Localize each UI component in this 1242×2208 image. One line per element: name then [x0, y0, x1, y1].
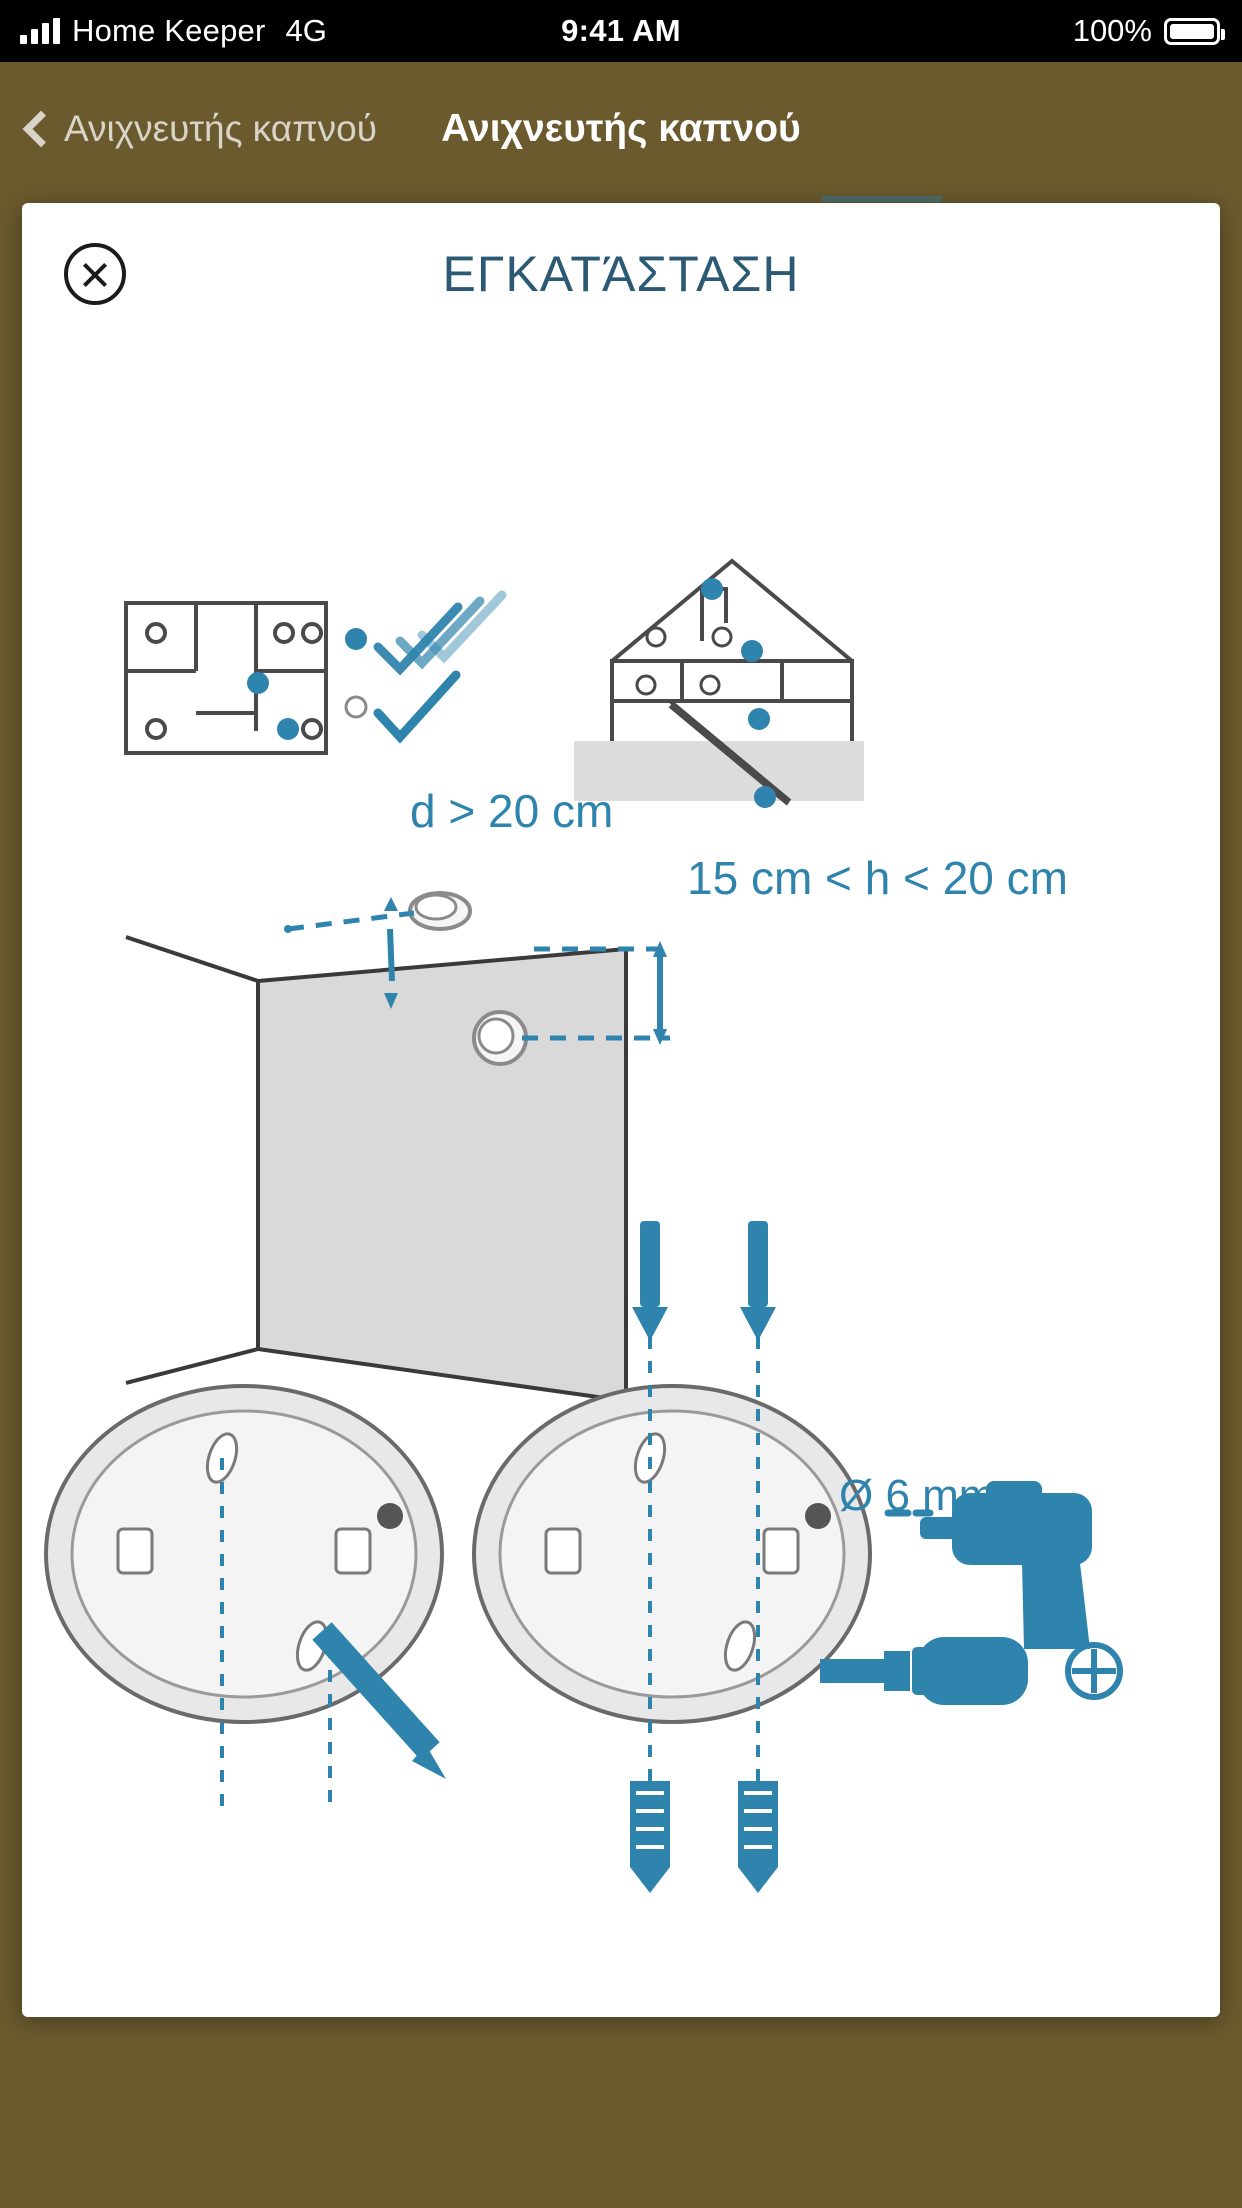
chevron-left-icon [23, 111, 60, 148]
detector-base-marking-icon [46, 1386, 446, 1807]
screwdriver-icon [820, 1637, 1028, 1705]
screw-icon [632, 1221, 776, 1341]
drill-diameter-label: Ø 6 mm [839, 1471, 996, 1520]
modal-body [22, 341, 1220, 2017]
network-type-label: 4G [285, 13, 327, 48]
installation-diagram [22, 341, 1220, 2017]
distance-label: d > 20 cm [410, 785, 614, 837]
battery-full-icon [1164, 18, 1220, 45]
modal-header [22, 203, 1220, 341]
status-bar [0, 0, 1242, 62]
back-button[interactable] [28, 108, 377, 150]
ceiling-detector [410, 893, 470, 929]
status-bar-right [1073, 13, 1220, 49]
wall-plug-icon [630, 1781, 778, 1893]
wall-detector [474, 1012, 526, 1064]
installation-modal [22, 203, 1220, 2017]
wall-mount-diagram-icon [126, 893, 670, 1401]
height-label: 15 cm < h < 20 cm [687, 852, 1068, 904]
clock-label: 9:41 AM [561, 13, 681, 48]
back-button-label: Ανιχνευτής καπνού [64, 108, 377, 149]
modal-title: ΕΓΚΑΤΆΣΤΑΣΗ [442, 246, 800, 302]
carrier-label: Home Keeper [72, 13, 266, 48]
screw-head-icon [1068, 1645, 1120, 1697]
page-title: Ανιχνευτής καπνού [441, 107, 801, 150]
battery-percent-label: 100% [1072, 13, 1152, 48]
checkmark-icon [378, 595, 502, 737]
navigation-bar [0, 62, 1242, 196]
